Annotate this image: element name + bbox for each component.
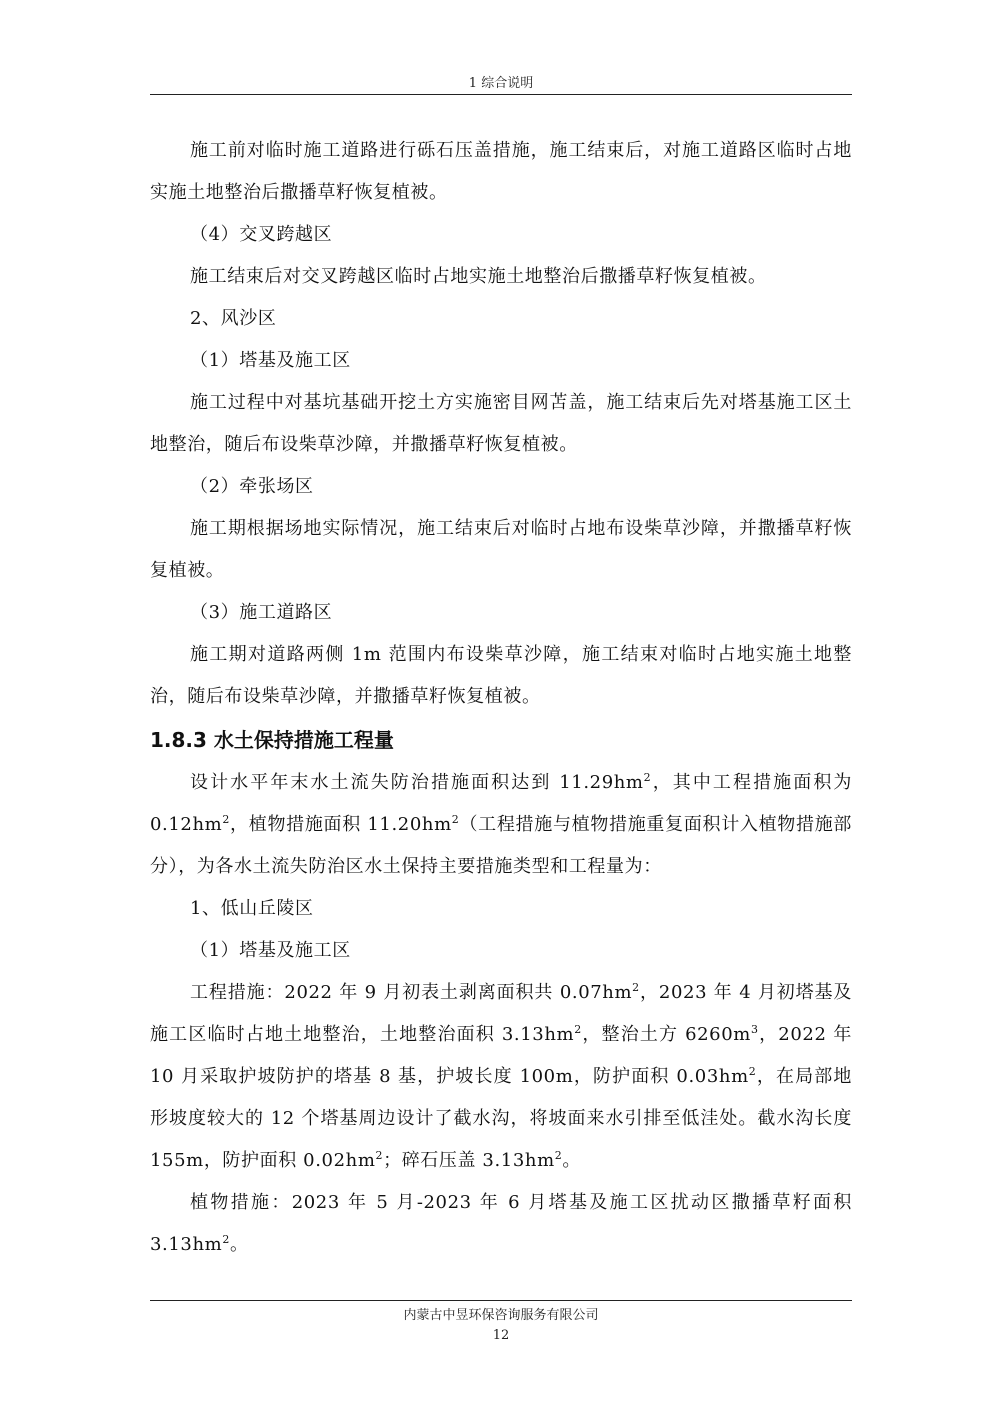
superscript: 2 [632,981,640,994]
paragraph-plant-measures [150,1182,852,1266]
item-heading: （2）牵张场区 [190,476,314,497]
superscript: 2 [748,1065,757,1078]
footer-company: 内蒙古中昱环保咨询服务有限公司 [403,1308,599,1323]
section-title: 1.8.3 水土保持措施工程量 [150,728,394,752]
paragraph: 施工期根据场地实际情况，施工结束后对临时占地布设柴草沙障，并撒播草籽恢复植被。 [150,518,852,581]
text-run: ，2023 年 4 月初塔基及施工区临时占地土地整治，土地整治面积 3.13hm [150,982,852,1045]
superscript: 2 [574,1023,582,1036]
section-heading: 2、风沙区 [190,308,277,329]
text-run: 植物措施：2023 年 5 月-2023 年 6 月塔基及施工区扰动区撒播草籽面积 3.13hm [150,1192,852,1255]
text-run: ；碎石压盖 3.13hm [383,1150,555,1171]
paragraph: 施工期对道路两侧 1m 范围内布设柴草沙障，施工结束对临时占地实施土地整治，随后布设柴草沙障，并撒播草籽恢复植被。 [150,644,852,707]
footer-rule [150,1300,852,1301]
text-run: ，整治土方 6260m [581,1024,751,1045]
text-run: ，在局部地形坡度较大的 12 个塔基周边设计了截水沟，将坡面来水引排至低洼处。截水沟长度 155m，防护面积 0.02hm [150,1066,853,1171]
text-run: ，2022 年 10 月采取护坡防护的塔基 8 基，护坡长度 100m，防护面积 0.03hm [150,1024,852,1087]
text-run: 设计水平年末水土流失防治措施面积达到 11.29hm [190,772,644,793]
superscript: 2 [375,1149,384,1162]
superscript: 3 [750,1023,759,1036]
text-run: 。 [229,1234,249,1255]
section-heading: 1、低山丘陵区 [190,898,314,919]
text-run: 。 [562,1150,581,1171]
item-heading: （1）塔基及施工区 [190,940,351,961]
superscript: 2 [222,813,230,826]
item-heading: （3）施工道路区 [190,602,333,623]
page-number: 12 [492,1328,510,1343]
paragraph: 施工过程中对基坑基础开挖土方实施密目网苫盖，施工结束后先对塔基施工区土地整治，随后布设柴草沙障，并撒播草籽恢复植被。 [150,392,852,455]
paragraph-engineering-measures [150,972,852,1182]
paragraph: 施工前对临时施工道路进行砾石压盖措施，施工结束后，对施工道路区临时占地实施土地整治后撒播草籽恢复植被。 [150,140,852,203]
text-run: ，其中工程措施面积为 0.12hm [150,772,853,835]
superscript: 2 [222,1233,230,1246]
text-run: 工程措施：2022 年 9 月初表土剥离面积共 0.07hm [190,982,633,1003]
superscript: 2 [451,813,460,826]
superscript: 2 [554,1149,563,1162]
paragraph: 施工结束后对交叉跨越区临时占地实施土地整治后撒播草籽恢复植被。 [190,266,767,287]
text-run: （工程措施与植物措施重复面积计入植物措施部分），为各水土流失防治区水土保持主要措施类型和工程量为： [150,814,852,877]
page-body [150,130,852,1266]
item-heading: （4）交叉跨越区 [190,224,333,245]
header-rule [150,94,852,95]
superscript: 2 [643,771,652,784]
running-header: 1 综合说明 [468,76,534,91]
page-footer [150,1306,852,1346]
item-heading: （1）塔基及施工区 [190,350,351,371]
paragraph-measures-summary [150,762,852,888]
text-run: ，植物措施面积 11.20hm [229,814,452,835]
